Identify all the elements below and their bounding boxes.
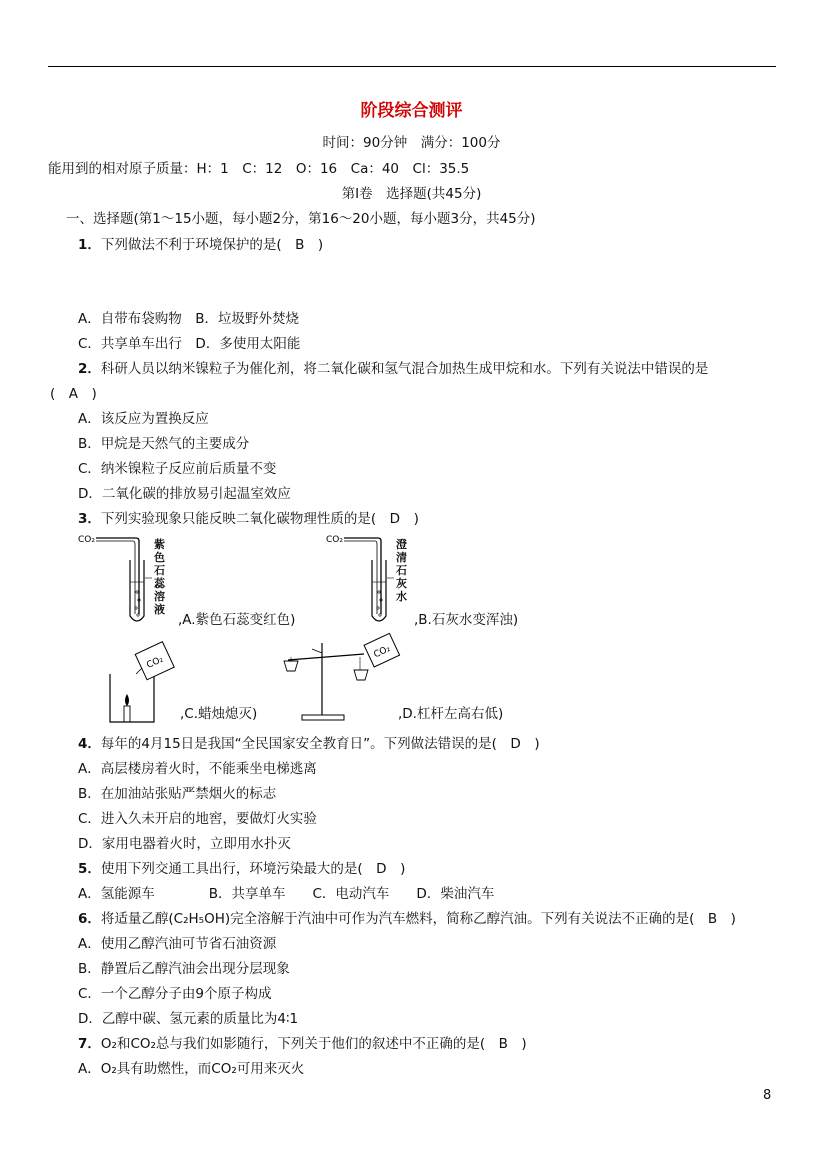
question-3 <box>78 510 419 528</box>
question-number: 7． <box>78 1036 101 1052</box>
figure-b-liquid-label: 澄清石灰水 <box>396 538 407 603</box>
q4-option-c: C．进入久未开启的地窖，要做灯火实验 <box>78 811 317 827</box>
question-stem: O₂和CO₂总与我们如影随行，下列关于他们的叙述中不正确的是( B ) <box>100 1036 527 1052</box>
figure-c-gas-label: CO₂ <box>145 654 165 671</box>
question-number: 2． <box>78 361 101 377</box>
q2-option-c: C．纳米镍粒子反应前后质量不变 <box>78 461 277 477</box>
question-stem: 下列做法不利于环境保护的是( B ) <box>100 237 324 253</box>
question-6 <box>78 910 736 928</box>
q2-option-d: D．二氧化碳的排放易引起温室效应 <box>78 486 291 502</box>
q7-option-a: A．O₂具有助燃性，而CO₂可用来灭火 <box>78 1061 305 1077</box>
time-line: 时间：90分钟 满分：100分 <box>322 135 501 151</box>
q4-option-a: A．高层楼房着火时，不能乘坐电梯逃离 <box>78 761 317 777</box>
question-4 <box>78 735 540 753</box>
q1-options-row-2: C．共享单车出行 D．多使用太阳能 <box>78 336 301 352</box>
figure-b-caption: ,B.石灰水变浑浊) <box>414 612 519 628</box>
header-rule <box>48 66 776 67</box>
question-number: 5． <box>78 861 101 877</box>
figure-d-lever-balance <box>282 635 402 725</box>
q6-option-c: C．一个乙醇分子由9个原子构成 <box>78 986 272 1002</box>
q2-answer-bracket: ( A ) <box>50 386 97 402</box>
q2-option-b: B．甲烷是天然气的主要成分 <box>78 436 250 452</box>
q4-option-b: B．在加油站张贴严禁烟火的标志 <box>78 786 277 802</box>
figure-c-candle-beaker <box>104 640 184 724</box>
q1-options-row-1: A．自带布袋购物 B．垃圾野外焚烧 <box>78 311 299 327</box>
page-title: 阶段综合测评 <box>360 101 463 121</box>
page-number: 8 <box>763 1088 772 1103</box>
question-7 <box>78 1035 527 1053</box>
figure-b-gas-label: CO₂ <box>326 535 343 545</box>
figure-a-litmus-test-tube <box>78 530 188 630</box>
q6-option-b: B．静置后乙醇汽油会出现分层现象 <box>78 961 290 977</box>
q6-option-d: D．乙醇中碳、氢元素的质量比为4∶1 <box>78 1011 299 1027</box>
figure-c-caption: ,C.蜡烛熄灭) <box>180 706 258 722</box>
atomic-masses: 能用到的相对原子质量：H：1 C：12 O：16 Ca：40 Cl：35.5 <box>48 161 470 177</box>
question-number: 1． <box>78 237 101 253</box>
q5-options: A．氢能源车 B．共享单车 C．电动汽车 D．柴油汽车 <box>78 886 495 902</box>
question-stem: 将适量乙醇(C₂H₅OH)完全溶解于汽油中可作为汽车燃料，简称乙醇汽油。下列有关说法不正确的是( B ) <box>100 911 736 927</box>
part-title: 第Ⅰ卷 选择题(共45分) <box>341 186 482 202</box>
q2-option-a: A．该反应为置换反应 <box>78 411 209 427</box>
question-1 <box>78 236 323 254</box>
figure-d-caption: ,D.杠杆左高右低) <box>398 706 504 722</box>
figure-b-limewater-test-tube <box>326 530 426 630</box>
question-5 <box>78 860 405 878</box>
question-number: 3． <box>78 511 101 527</box>
figure-a-caption: ,A.紫色石蕊变红色) <box>178 612 296 628</box>
question-stem: 下列实验现象只能反映二氧化碳物理性质的是( D ) <box>100 511 419 527</box>
question-number: 6． <box>78 911 101 927</box>
question-number: 4． <box>78 736 101 752</box>
q4-option-d: D．家用电器着火时，立即用水扑灭 <box>78 836 291 852</box>
question-stem: 科研人员以纳米镍粒子为催化剂，将二氧化碳和氢气混合加热生成甲烷和水。下列有关说法中错误的是 <box>100 361 709 377</box>
figure-d-gas-label: CO₂ <box>372 644 393 661</box>
section-intro: 一、选择题(第1～15小题，每小题2分，第16～20小题，每小题3分，共45分) <box>66 211 536 227</box>
figure-a-liquid-label: 紫色石蕊溶液 <box>154 538 165 616</box>
question-2 <box>78 360 708 378</box>
question-stem: 使用下列交通工具出行，环境污染最大的是( D ) <box>100 861 406 877</box>
question-stem: 每年的4月15日是我国“全民国家安全教育日”。下列做法错误的是( D ) <box>100 736 540 752</box>
q6-option-a: A．使用乙醇汽油可节省石油资源 <box>78 936 277 952</box>
figure-a-gas-label: CO₂ <box>78 535 95 545</box>
